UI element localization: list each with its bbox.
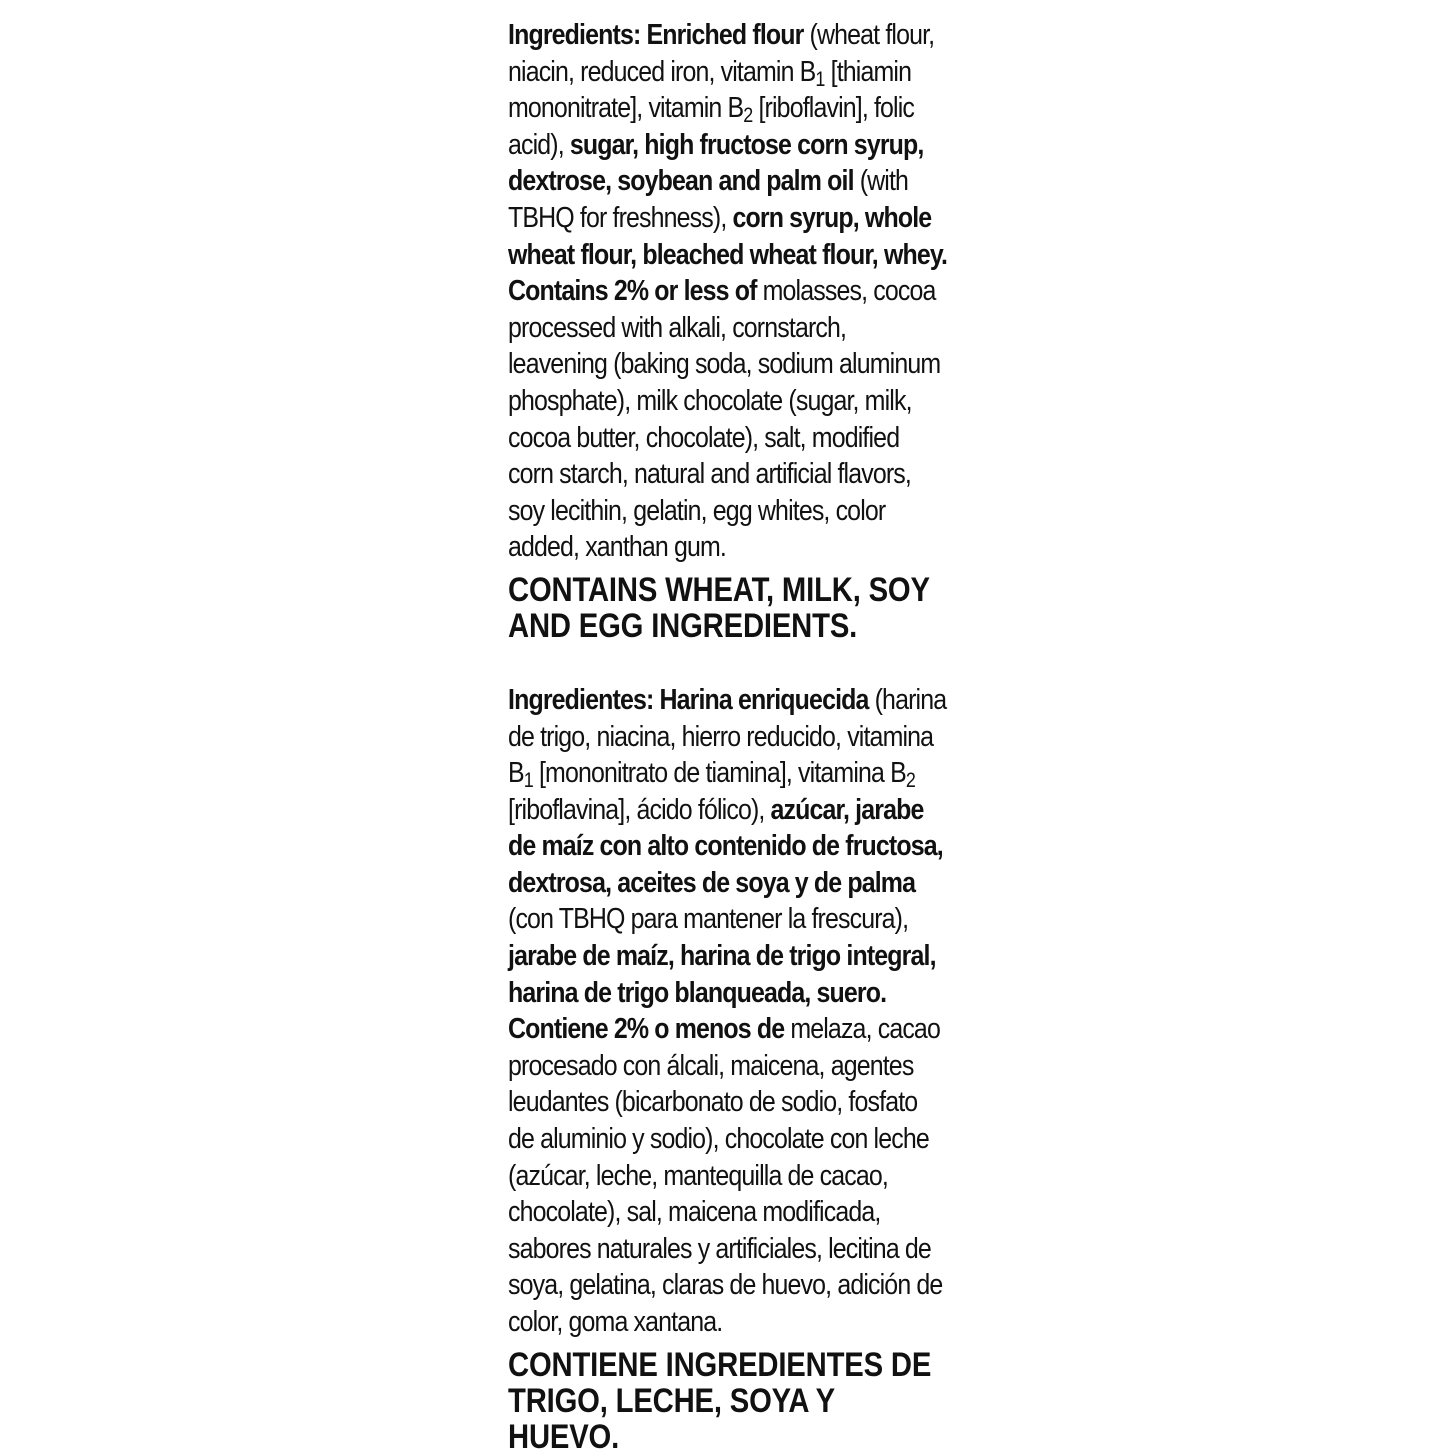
bold-text-run: Ingredientes: Harina enriquecida <box>508 683 869 716</box>
bold-text-run: corn syrup, whole wheat flour, bleached wheat flour, whey. <box>508 201 948 271</box>
english-section <box>508 17 948 644</box>
text-run: molasses, cocoa processed with alkali, cornstarch, leavening (baking soda, sodium aluminum phosphate), milk chocolate (sugar, milk, cocoa butter, chocolate), salt, modified corn starch, natural and artificial flavors, soy lecithin, gelatin, egg whites, color added, xanthan gum. <box>508 275 941 564</box>
english-allergen-statement: CONTAINS WHEAT, MILK, SOY AND EGG INGREDIENTS. <box>508 570 930 645</box>
text-run: (with TBHQ for freshness), <box>508 165 909 234</box>
bold-text-run: Contiene 2% o menos de <box>508 1013 785 1046</box>
text-run: [mononitrato de tiamina], vitamina B <box>532 757 906 790</box>
subscript-text: 1 <box>815 67 825 91</box>
subscript-text: 2 <box>743 104 753 128</box>
subscript-text: 2 <box>905 769 916 793</box>
bold-text-run: Ingredients: Enriched flour <box>508 19 804 51</box>
subscript-text: 1 <box>523 769 533 793</box>
spanish-section <box>508 682 948 1455</box>
spanish-ingredients-paragraph <box>508 682 948 1011</box>
text-run: (harina de trigo, niacina, hierro reducido, vitamina B <box>508 683 947 790</box>
english-contains-less-paragraph <box>508 273 948 566</box>
text-run: melaza, cacao procesado con álcali, maicena, agentes leudantes (bicarbonato de sodio, fosfato de aluminio y sodio), chocolate con leche (azúcar, leche, mantequilla de cacao, chocolate), sal, maicena modificada, sabores naturales y artificiales, lecitina de soya, gelatina, claras de huevo, adición de color, goma xantana. <box>508 1013 943 1338</box>
bold-text-run: sugar, high fructose corn syrup, dextrose, soybean and palm oil <box>508 128 924 198</box>
bold-text-run: jarabe de maíz, harina de trigo integral, harina de trigo blanqueada, suero. <box>508 940 936 1009</box>
bold-text-run: Contains 2% or less of <box>508 275 757 308</box>
spanish-allergen-statement: CONTIENE INGREDIENTES DE TRIGO, LECHE, SOYA Y HUEVO. <box>508 1345 932 1456</box>
text-run: [riboflavina], ácido fólico), <box>508 793 771 826</box>
text-run: [riboflavin], folic acid), <box>508 92 915 161</box>
bold-text-run: azúcar, jarabe de maíz con alto contenido de fructosa, dextrosa, aceites de soya y de palma <box>508 793 943 899</box>
english-ingredients-paragraph <box>508 17 948 273</box>
text-run: [thiamin mononitrate], vitamin B <box>508 55 912 125</box>
text-run: (wheat flour, niacin, reduced iron, vitamin B <box>508 19 935 88</box>
spanish-contains-less-paragraph <box>508 1011 948 1340</box>
ingredients-label <box>508 17 948 1455</box>
text-run: (con TBHQ para mantener la frescura), <box>508 903 909 936</box>
section-divider-space <box>508 644 948 682</box>
